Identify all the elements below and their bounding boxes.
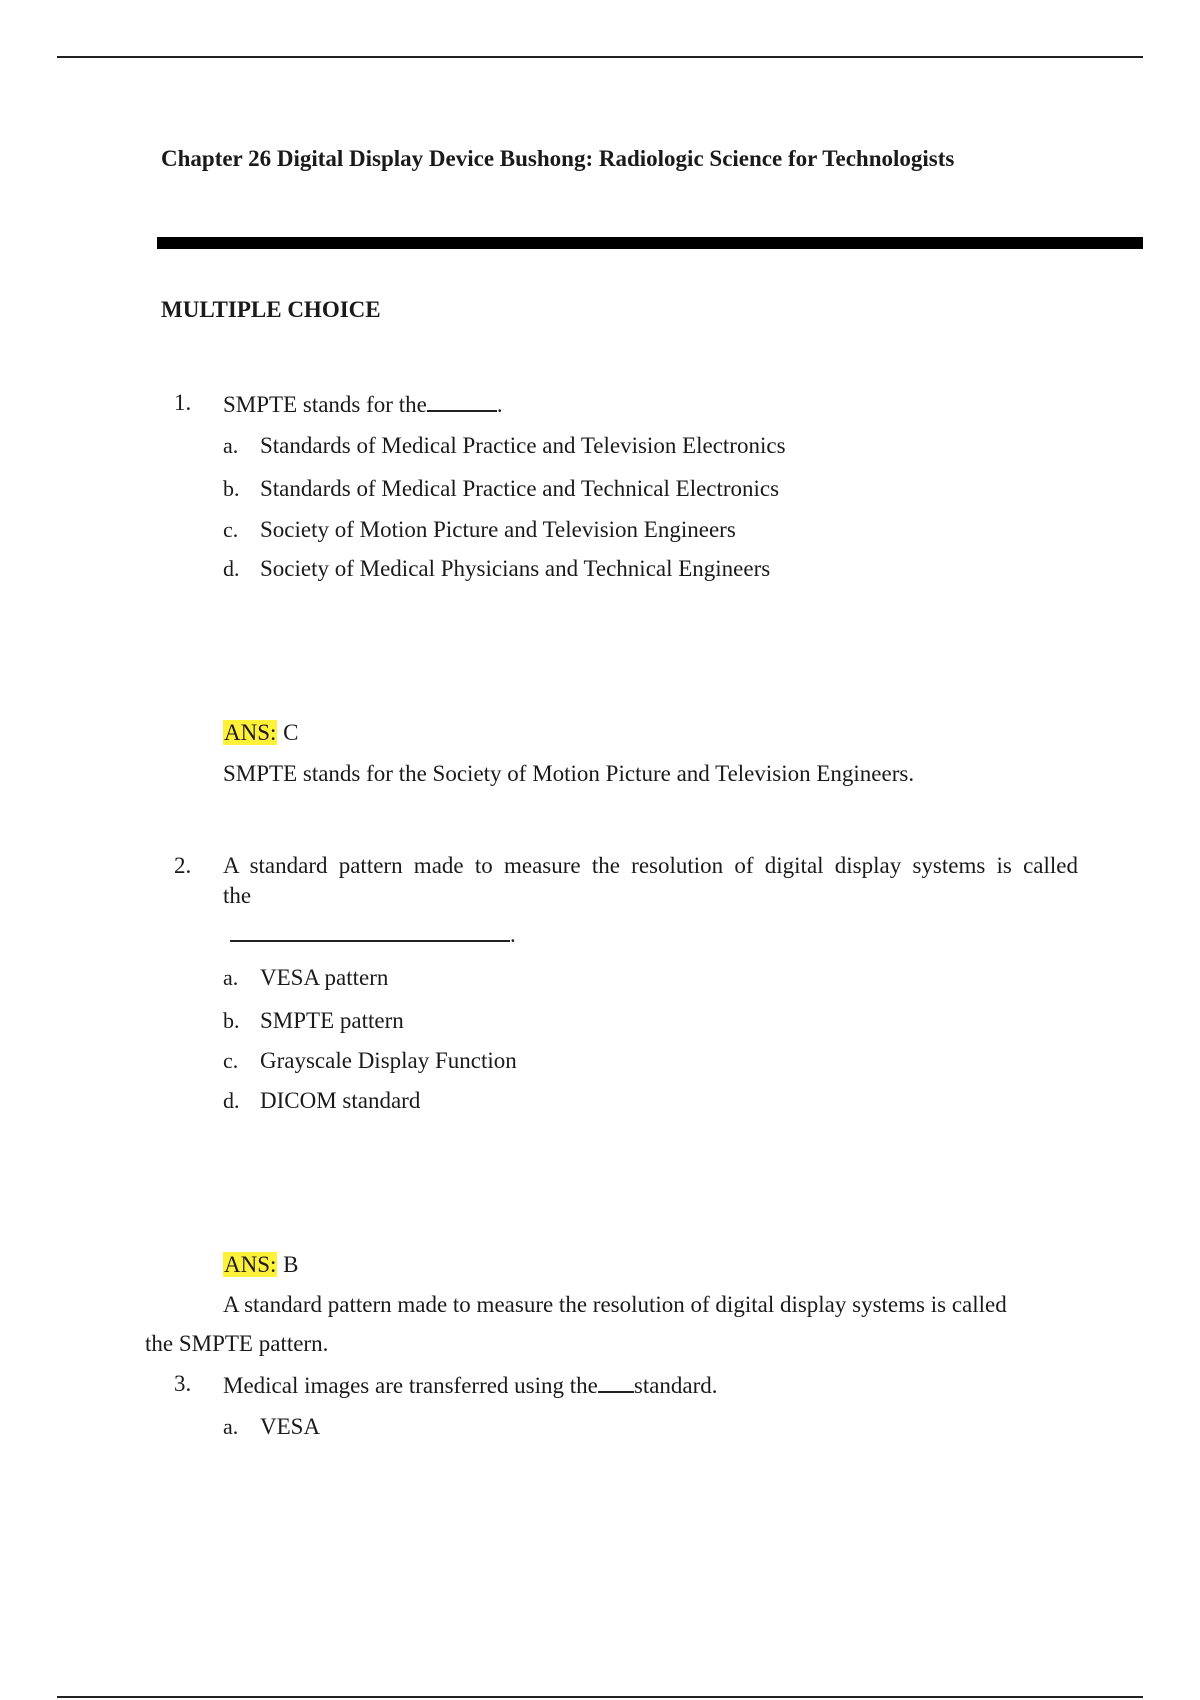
stem-text: SMPTE stands for the xyxy=(223,392,427,417)
question-stem-continued: the xyxy=(223,883,252,908)
option-text: Grayscale Display Function xyxy=(260,1048,517,1073)
document-title: Chapter 26 Digital Display Device Bushong: Radiologic Science for Technologists xyxy=(161,146,955,171)
answer-label: ANS: xyxy=(224,720,277,745)
stem-end: . xyxy=(496,392,503,417)
rationale: A standard pattern made to measure the resolution of digital display systems is called xyxy=(223,1292,1007,1317)
answer-blank-line xyxy=(230,920,516,948)
option-text: Society of Medical Physicians and Technical Engineers xyxy=(260,556,771,581)
answer-value: B xyxy=(283,1252,299,1277)
stem-end: . xyxy=(510,922,516,947)
answer-blank xyxy=(598,1371,634,1393)
question-stem xyxy=(223,390,503,418)
bottom-rule xyxy=(57,1696,1143,1698)
option-letter: d. xyxy=(223,556,240,581)
section-heading: MULTIPLE CHOICE xyxy=(161,297,381,322)
question-number: 3. xyxy=(174,1371,192,1396)
option-text: VESA pattern xyxy=(260,965,389,990)
option-letter: c. xyxy=(223,1048,239,1073)
rationale-continued: the SMPTE pattern. xyxy=(145,1331,329,1356)
answer-line xyxy=(223,1252,299,1278)
option-text: Society of Motion Picture and Television Engineers xyxy=(260,517,736,542)
option-text: Standards of Medical Practice and Technical Electronics xyxy=(260,476,780,501)
stem-end: standard. xyxy=(633,1373,718,1398)
stem-text: Medical images are transferred using the xyxy=(223,1373,598,1398)
option-text: VESA xyxy=(260,1414,321,1439)
option-letter: a. xyxy=(223,433,239,458)
answer-label: ANS: xyxy=(224,1252,277,1277)
option-text: SMPTE pattern xyxy=(260,1008,404,1033)
option-letter: d. xyxy=(223,1088,240,1113)
rationale: SMPTE stands for the Society of Motion Picture and Television Engineers. xyxy=(223,761,915,786)
title-divider xyxy=(157,237,1143,249)
answer-blank xyxy=(427,390,497,412)
option-letter: a. xyxy=(223,965,239,990)
option-letter: b. xyxy=(223,476,240,501)
question-number: 1. xyxy=(174,390,192,415)
question-number: 2. xyxy=(174,853,192,878)
answer-line xyxy=(223,720,299,746)
top-rule xyxy=(57,56,1143,58)
answer-value: C xyxy=(283,720,299,745)
option-text: DICOM standard xyxy=(260,1088,421,1113)
option-text: Standards of Medical Practice and Television Electronics xyxy=(260,433,786,458)
option-letter: a. xyxy=(223,1414,239,1439)
answer-blank xyxy=(230,920,510,942)
question-stem xyxy=(223,1371,718,1399)
option-letter: b. xyxy=(223,1008,240,1033)
question-stem: A standard pattern made to measure the resolution of digital display systems is called xyxy=(223,853,1078,878)
option-letter: c. xyxy=(223,517,239,542)
